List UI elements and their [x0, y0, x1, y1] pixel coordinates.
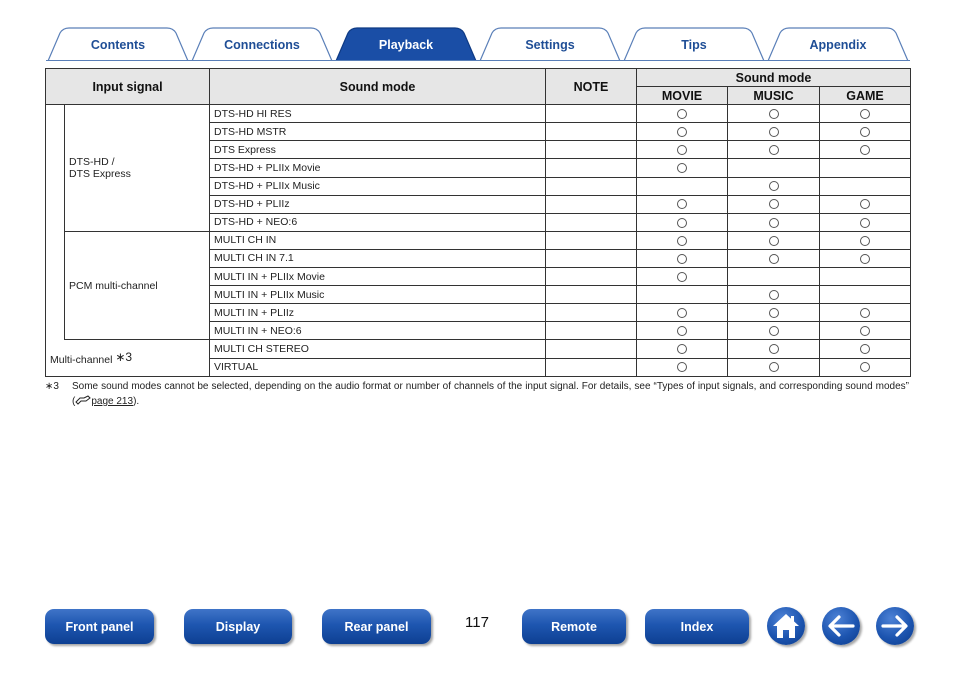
mark-movie — [637, 105, 728, 123]
circle-icon — [769, 308, 779, 318]
circle-icon — [860, 109, 870, 119]
tab-label: Settings — [525, 37, 575, 52]
circle-icon — [677, 218, 687, 228]
mark-game — [820, 249, 911, 267]
tab-playback[interactable] — [334, 27, 478, 61]
rear-panel-button[interactable]: Rear panel — [322, 609, 431, 644]
circle-icon — [677, 163, 687, 173]
home-icon — [771, 612, 801, 640]
mark-music — [728, 340, 820, 358]
note-cell — [546, 304, 637, 322]
circle-icon — [769, 218, 779, 228]
input-signal-group — [65, 105, 210, 232]
mark-movie — [637, 141, 728, 159]
mark-movie — [637, 231, 728, 249]
mark-movie — [637, 304, 728, 322]
header-sound-mode-group: Sound mode — [637, 69, 911, 87]
mark-movie — [637, 213, 728, 231]
mark-music — [728, 268, 820, 286]
header-input-signal: Input signal — [46, 69, 210, 105]
mark-music — [728, 105, 820, 123]
sound-mode-cell: MULTI CH IN — [210, 231, 546, 249]
mark-game — [820, 231, 911, 249]
sound-mode-cell: MULTI IN + PLIIx Music — [210, 286, 546, 304]
circle-icon — [677, 254, 687, 264]
input-signal-label: DTS-HD / — [69, 156, 115, 169]
sound-mode-table — [45, 68, 911, 377]
circle-icon — [677, 362, 687, 372]
sound-mode-cell: DTS-HD + PLIIx Music — [210, 177, 546, 195]
note-cell — [546, 123, 637, 141]
mark-movie — [637, 123, 728, 141]
footnote — [45, 379, 909, 409]
remote-button[interactable]: Remote — [522, 609, 626, 644]
mark-music — [728, 286, 820, 304]
circle-icon — [769, 362, 779, 372]
mark-movie — [637, 322, 728, 340]
tab-label: Contents — [90, 37, 146, 52]
circle-icon — [677, 127, 687, 137]
mark-game — [820, 304, 911, 322]
mark-music — [728, 304, 820, 322]
circle-icon — [677, 326, 687, 336]
arrow-right-icon — [880, 614, 910, 638]
sound-mode-cell: DTS-HD + PLIIx Movie — [210, 159, 546, 177]
display-button[interactable]: Display — [184, 609, 292, 644]
circle-icon — [860, 145, 870, 155]
tab-appendix[interactable] — [766, 27, 910, 61]
note-cell — [546, 213, 637, 231]
note-cell — [546, 340, 637, 358]
tab-label: Connections — [224, 37, 300, 52]
note-cell — [546, 231, 637, 249]
header-game: GAME — [820, 87, 911, 105]
sound-mode-cell: MULTI IN + PLIIx Movie — [210, 268, 546, 286]
mark-movie — [637, 195, 728, 213]
circle-icon — [769, 290, 779, 300]
note-cell — [546, 358, 637, 376]
mark-music — [728, 231, 820, 249]
circle-icon — [860, 199, 870, 209]
sound-mode-cell: MULTI IN + NEO:6 — [210, 322, 546, 340]
mark-movie — [637, 159, 728, 177]
mark-music — [728, 249, 820, 267]
note-cell — [546, 105, 637, 123]
table-row — [46, 340, 911, 358]
mark-music — [728, 159, 820, 177]
mark-movie — [637, 268, 728, 286]
circle-icon — [677, 344, 687, 354]
tab-connections[interactable] — [190, 27, 334, 61]
circle-icon — [677, 199, 687, 209]
circle-icon — [860, 362, 870, 372]
input-signal-group — [65, 231, 210, 340]
note-cell — [546, 159, 637, 177]
input-signal-label: PCM multi-channel — [69, 279, 158, 292]
mark-music — [728, 322, 820, 340]
mark-music — [728, 195, 820, 213]
circle-icon — [769, 326, 779, 336]
note-cell — [546, 177, 637, 195]
forward-button[interactable] — [876, 607, 914, 645]
mark-game — [820, 123, 911, 141]
circle-icon — [769, 344, 779, 354]
mark-music — [728, 177, 820, 195]
tab-contents[interactable] — [46, 27, 190, 61]
tab-bar — [46, 27, 910, 61]
mark-movie — [637, 286, 728, 304]
header-note: NOTE — [546, 69, 637, 105]
input-signal-label: Multi-channel — [50, 353, 113, 366]
home-button[interactable] — [767, 607, 805, 645]
mark-movie — [637, 177, 728, 195]
mark-game — [820, 322, 911, 340]
footnote-text: Some sound modes cannot be selected, depending on the audio format or number of channels of the input signal. For details, see “Types of input signals, and corresponding sound modes” ( — [72, 381, 909, 407]
mark-music — [728, 141, 820, 159]
table-row — [46, 231, 911, 249]
circle-icon — [677, 109, 687, 119]
circle-icon — [677, 145, 687, 155]
sound-mode-cell: DTS-HD + NEO:6 — [210, 213, 546, 231]
circle-icon — [677, 272, 687, 282]
mark-music — [728, 213, 820, 231]
circle-icon — [860, 344, 870, 354]
circle-icon — [769, 236, 779, 246]
sound-mode-cell: DTS-HD + PLIIz — [210, 195, 546, 213]
circle-icon — [860, 308, 870, 318]
circle-icon — [860, 236, 870, 246]
footnote-tail: ). — [133, 396, 140, 407]
mark-game — [820, 268, 911, 286]
page-213-link[interactable]: page 213 — [91, 396, 134, 407]
mark-game — [820, 141, 911, 159]
note-cell — [546, 195, 637, 213]
circle-icon — [860, 218, 870, 228]
mark-movie — [637, 340, 728, 358]
header-movie: MOVIE — [637, 87, 728, 105]
header-sound-mode: Sound mode — [210, 69, 546, 105]
mark-game — [820, 213, 911, 231]
mark-movie — [637, 358, 728, 376]
circle-icon — [769, 145, 779, 155]
mark-game — [820, 340, 911, 358]
circle-icon — [860, 127, 870, 137]
circle-icon — [860, 326, 870, 336]
tab-underline — [46, 60, 910, 61]
mark-music — [728, 123, 820, 141]
arrow-left-icon — [826, 614, 856, 638]
mark-music — [728, 358, 820, 376]
back-button[interactable] — [822, 607, 860, 645]
tab-label: Appendix — [809, 37, 867, 52]
sound-mode-cell: VIRTUAL — [210, 358, 546, 376]
circle-icon — [677, 308, 687, 318]
tab-settings[interactable] — [478, 27, 622, 61]
note-cell — [546, 141, 637, 159]
header-music: MUSIC — [728, 87, 820, 105]
sound-mode-cell: MULTI IN + PLIIz — [210, 304, 546, 322]
tab-label: Tips — [681, 37, 707, 52]
footnote-reference: ∗3 — [115, 349, 133, 364]
mark-movie — [637, 249, 728, 267]
mark-game — [820, 159, 911, 177]
mark-game — [820, 105, 911, 123]
sound-mode-cell: MULTI CH IN 7.1 — [210, 249, 546, 267]
table-row — [46, 105, 911, 123]
circle-icon — [769, 109, 779, 119]
tab-tips[interactable] — [622, 27, 766, 61]
sound-mode-cell: DTS Express — [210, 141, 546, 159]
circle-icon — [860, 254, 870, 264]
circle-icon — [769, 127, 779, 137]
note-cell — [546, 249, 637, 267]
circle-icon — [769, 254, 779, 264]
sound-mode-cell: MULTI CH STEREO — [210, 340, 546, 358]
note-cell — [546, 268, 637, 286]
tab-label: Playback — [378, 37, 434, 52]
note-cell — [546, 322, 637, 340]
page-number: 117 — [465, 614, 489, 631]
sound-mode-cell: DTS-HD MSTR — [210, 123, 546, 141]
mark-game — [820, 177, 911, 195]
sound-mode-cell: DTS-HD HI RES — [210, 105, 546, 123]
footnote-mark: ∗3 — [45, 381, 59, 392]
multi-channel-indent — [46, 105, 65, 340]
note-cell — [546, 286, 637, 304]
circle-icon — [769, 199, 779, 209]
mark-game — [820, 195, 911, 213]
mark-game — [820, 286, 911, 304]
mark-game — [820, 358, 911, 376]
input-signal-label-line2: DTS Express — [69, 168, 131, 181]
index-button[interactable]: Index — [645, 609, 749, 644]
page-reference-icon — [75, 395, 91, 405]
circle-icon — [677, 236, 687, 246]
input-signal-multi-channel — [46, 340, 210, 376]
front-panel-button[interactable]: Front panel — [45, 609, 154, 644]
circle-icon — [769, 181, 779, 191]
